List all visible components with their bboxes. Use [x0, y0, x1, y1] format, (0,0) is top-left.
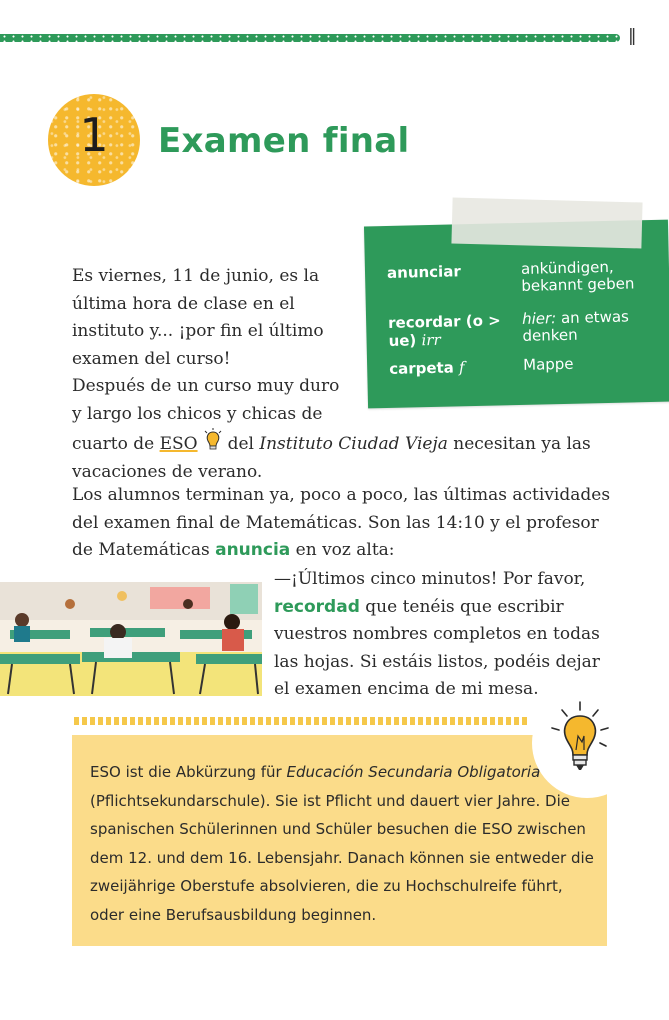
- vocab-term: anunciar: [386, 262, 461, 282]
- story-text: del: [227, 434, 260, 454]
- dotted-divider: [74, 717, 530, 725]
- eso-term[interactable]: ESO: [159, 434, 198, 454]
- story-paragraph-1: Es viernes, 11 de junio, es la última hora de clase en el instituto y... ¡por fin el último examen del curso!: [72, 266, 324, 369]
- vocab-term-text: recordar (o > ue): [387, 311, 501, 350]
- story-text: —¡Últimos cinco minutos! Por favor,: [274, 569, 586, 589]
- story-text: necesitan ya las vacaciones de verano.: [72, 434, 591, 482]
- chapter-number: 1: [79, 108, 109, 162]
- keyword-recordad: recordad: [274, 596, 360, 617]
- vocab-definition: Mappe: [522, 354, 574, 374]
- lightbulb-icon[interactable]: [202, 428, 224, 452]
- vocab-annotation: irr: [421, 330, 441, 350]
- school-name: Instituto Ciudad Vieja: [259, 434, 448, 454]
- page-marker: ‖: [628, 26, 637, 46]
- vocab-row-carpeta: [389, 354, 659, 378]
- vocab-annotation: f: [458, 358, 465, 377]
- story-text: Después de un curso muy duro y largo los chicos y chicas de cuarto de: [72, 376, 340, 454]
- chapter-number-badge: [48, 94, 140, 186]
- vocab-term: [388, 311, 509, 350]
- top-decorative-bar: [0, 34, 620, 42]
- vocab-row-recordar: [387, 307, 658, 350]
- vocab-definition-note: hier:: [521, 309, 557, 328]
- vocab-definition: [522, 308, 663, 345]
- story-paragraph-2: [72, 373, 612, 486]
- story-paragraph-3: [72, 482, 612, 565]
- story-text: Los alumnos terminan ya, poco a poco, las últimas actividades del examen final de Matemáticas. Son las 14:10 y el profesor de Matemáticas: [72, 485, 611, 560]
- info-text: [90, 758, 600, 929]
- vocab-definition: ankündigen, bekannt geben: [520, 257, 635, 295]
- card-spacer: [342, 373, 612, 428]
- vocab-definition-text: an etwas denken: [522, 307, 630, 345]
- info-text-lead: ESO ist die Abkürzung für: [90, 763, 282, 781]
- tape-strip: [451, 198, 642, 249]
- story-text: que tenéis que escribir vuestros nombres completos en todas las hojas. Si estáis listos, podéis dejar el examen encima de mi mesa.: [274, 596, 600, 699]
- keyword-anuncia: anuncia: [215, 540, 291, 560]
- info-text-body: (Pflichtsekundarschule). Sie ist Pflicht und dauert vier Jahre. Die spanischen Schülerinnen und Schüler besuchen die ESO zwischen dem 12. und dem 16. Lebensjahr. Danach können sie entweder die zweijährige Oberstufe absolvieren, die zu Hochschulreife führt, oder eine Berufsausbildung beginnen.: [90, 791, 594, 924]
- vocab-term-text: carpeta: [389, 358, 455, 378]
- chapter-title: Examen final: [158, 121, 410, 161]
- story-text: en voz alta:: [295, 540, 395, 560]
- info-text-term: Educación Secundaria Obligatoria: [286, 763, 541, 781]
- classroom-exam-illustration: [0, 582, 262, 696]
- vocab-row-anunciar: [386, 257, 657, 295]
- story-paragraph-4: [274, 566, 606, 704]
